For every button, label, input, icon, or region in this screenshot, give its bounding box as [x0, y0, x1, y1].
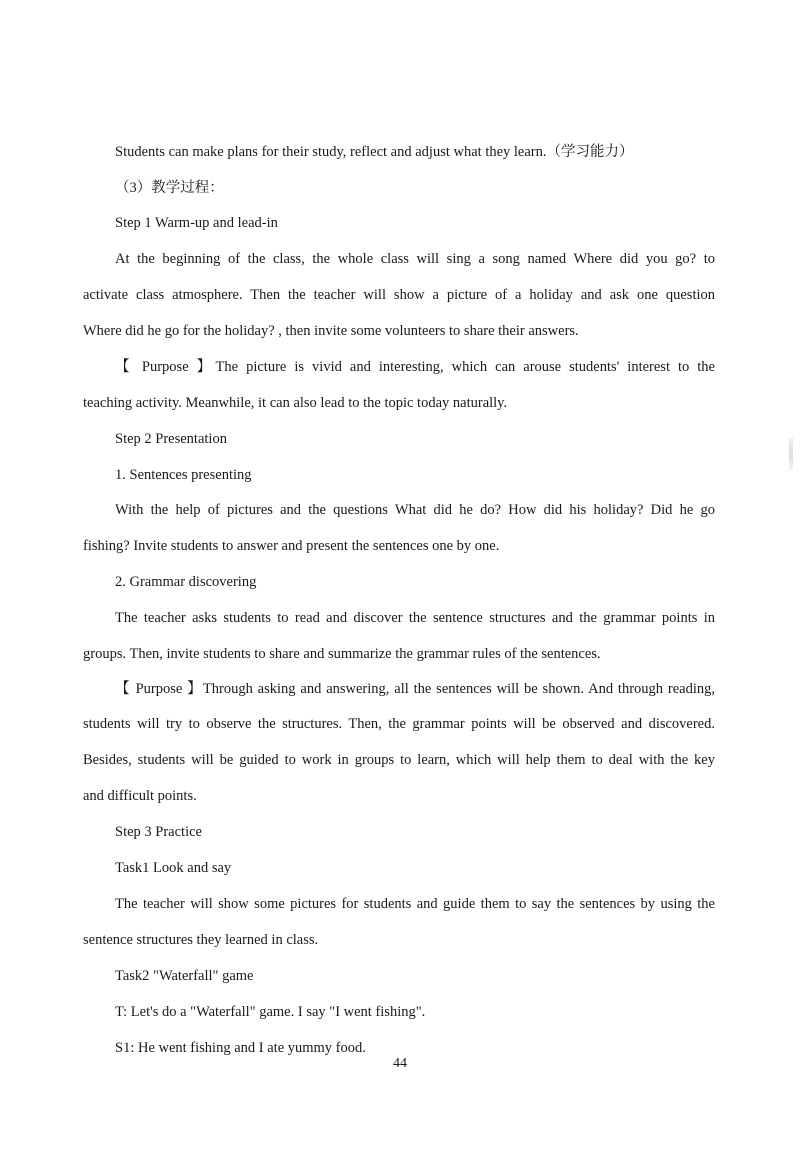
step-heading: Step 1 Warm-up and lead-in [115, 215, 278, 231]
step-heading: Step 2 Presentation [115, 431, 227, 447]
paragraph-line: and difficult points. [83, 788, 197, 804]
paragraph-line: The teacher asks students to read and discover the sentence structures and the grammar points in [115, 610, 715, 626]
dialogue-line: T: Let's do a "Waterfall" game. I say "I went fishing". [115, 1004, 426, 1020]
paragraph-line: With the help of pictures and the questions What did he do? How did his holiday? Did he go [115, 502, 715, 518]
purpose-line: 【 Purpose 】The picture is vivid and interesting, which can arouse students' interest to the [115, 359, 715, 375]
scan-artifact [789, 438, 793, 470]
section-heading: （3）教学过程： [115, 180, 224, 196]
paragraph-line: fishing? Invite students to answer and present the sentences one by one. [83, 538, 500, 554]
paragraph-line: students will try to observe the structures. Then, the grammar points will be observed and discovered. [83, 716, 715, 732]
paragraph-line: teaching activity. Meanwhile, it can also lead to the topic today naturally. [83, 395, 508, 411]
paragraph-line: The teacher will show some pictures for students and guide them to say the sentences by using the [115, 896, 715, 912]
purpose-line: 【 Purpose 】Through asking and answering, all the sentences will be shown. And through reading, [115, 681, 715, 697]
subheading: Task1 Look and say [115, 860, 232, 876]
step-heading: Step 3 Practice [115, 824, 202, 840]
paragraph-line: Students can make plans for their study, reflect and adjust what they learn.（学习能力） [115, 144, 634, 160]
paragraph-line: sentence structures they learned in class. [83, 932, 319, 948]
paragraph-line: activate class atmosphere. Then the teacher will show a picture of a holiday and ask one question [83, 287, 715, 303]
subheading: Task2 "Waterfall" game [115, 968, 254, 984]
subheading: 1. Sentences presenting [115, 467, 252, 483]
paragraph-line: groups. Then, invite students to share and summarize the grammar rules of the sentences. [83, 646, 601, 662]
paragraph-line: Besides, students will be guided to work in groups to learn, which will help them to deal with the key [83, 752, 715, 768]
page-number: 44 [393, 1056, 407, 1071]
paragraph-line: Where did he go for the holiday? , then invite some volunteers to share their answers. [83, 323, 579, 339]
subheading: 2. Grammar discovering [115, 574, 257, 590]
dialogue-line: S1: He went fishing and I ate yummy food. [115, 1040, 366, 1056]
paragraph-line: At the beginning of the class, the whole class will sing a song named Where did you go? to [115, 251, 715, 267]
